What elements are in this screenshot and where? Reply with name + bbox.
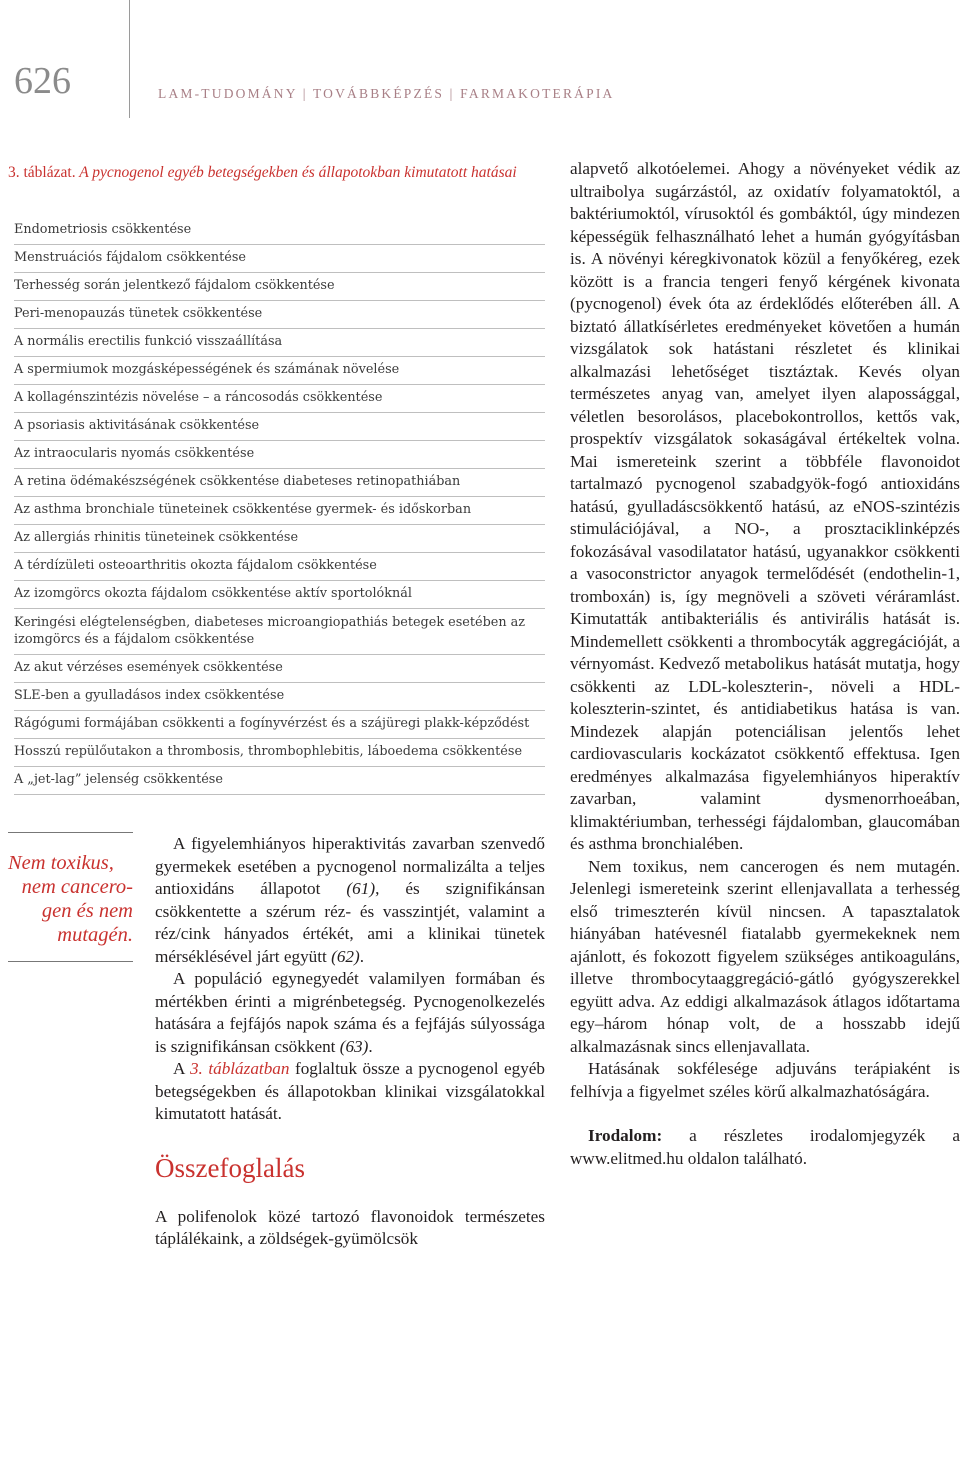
table-row: A normális erectilis funkció visszaállítása — [14, 329, 545, 357]
paragraph: A polifenolok közé tartozó flavonoidok természetes táplálékaink, a zöldségek-gyümölcsök — [155, 1206, 545, 1248]
section-title: Összefoglalás — [155, 1152, 305, 1183]
references-note — [570, 1125, 960, 1170]
table-row: Keringési elégtelenségben, diabeteses microangiopathiás betegek esetében az izomgörcs és a fájdalom csökkentése — [14, 609, 545, 655]
table-caption — [8, 162, 548, 183]
paragraph: Hatásának sokfélesége adjuváns terápiaként is felhívja a figyelmet széles körű alkalmazhatóságára. — [570, 1059, 960, 1101]
pull-quote-line: nem cancero- — [21, 876, 133, 898]
table-row: Az izomgörcs okozta fájdalom csökkentése aktív sportolóknál — [14, 581, 545, 609]
table-label: 3. táblázat. — [8, 164, 76, 181]
pull-quote-line: gen és nem — [41, 900, 133, 922]
paragraph-text: A — [173, 1059, 185, 1078]
paragraph-text: A populáció egynegyedét valamilyen formában és mértékben érinti a migrénbetegség. Pycnogenolkezelés hatására a fejfájós napok száma és a fejfájás súlyossága is szignifikánsan csökkent — [155, 969, 545, 1056]
table-row: A psoriasis aktivitásának csökkentése — [14, 413, 545, 441]
paragraph-text: , és szignifikánsan csökkentette a szérum réz- és vasszintjét, valamint a réz/cink hányados értékét, ami a klinikai tünetek mérséklésével járt együtt — [155, 879, 545, 966]
paragraph: Nem toxikus, nem cancerogen és nem mutagén. Jelenlegi ismereteink szerint ellenjavallata a terhesség első trimeszterén kívül nincsen. A tapasztalatok hiányában hatévesnél fiatalabb gyermekeknek nem ajánlott, és fokozott figyelem szükséges antikoaguláns, illetve thrombocytaaggregáció-gátló gyógyszerekkel együtt adva. Az eddigi alkalmazások átlagos időtartama egy–három hónap volt, de a hosszabb idejű alkalmazásnak sincs ellenjavallata. — [570, 856, 960, 1056]
references-text: a részletes irodalomjegyzék a www.elitmed.hu oldalon található. — [570, 1126, 960, 1168]
pull-quote — [8, 832, 133, 962]
running-title: LAM-TUDOMÁNY | TOVÁBBKÉPZÉS | FARMAKOTERÁPIA — [158, 86, 615, 101]
pull-quote-line: mutagén. — [57, 924, 133, 946]
pull-quote-line: Nem toxikus, — [8, 852, 114, 874]
table-row: Az allergiás rhinitis tüneteinek csökkentése — [14, 525, 545, 553]
paragraph-text: . — [368, 1036, 373, 1056]
paragraph — [155, 1058, 545, 1126]
paragraph-text: . — [359, 946, 365, 966]
table-row: Endometriosis csökkentése — [14, 217, 545, 245]
citation: (62) — [331, 946, 360, 966]
table-row: Terhesség során jelentkező fájdalom csökkentése — [14, 273, 545, 301]
effects-table — [14, 217, 545, 795]
table-reference-link[interactable]: 3. táblázatban — [189, 1059, 290, 1078]
right-column — [570, 158, 960, 1170]
table-row: A térdízületi osteoarthritis okozta fájdalom csökkentése — [14, 553, 545, 581]
paragraph — [155, 833, 545, 968]
table-caption-text: A pycnogenol egyéb betegségekben és állapotokban kimutatott hatásai — [79, 164, 517, 181]
table-row: Az intraocularis nyomás csökkentése — [14, 441, 545, 469]
citation: (61) — [346, 879, 376, 898]
paragraph-text: foglaltuk össze a pycnogenol egyéb betegségekben és állapotokban klinikai vizsgálatokkal kimutatott hatását. — [155, 1059, 546, 1123]
table-row: Rágógumi formájában csökkenti a fogínyvérzést és a szájüregi plakk-képződést — [14, 711, 545, 739]
table-row: SLE-ben a gyulladásos index csökkentése — [14, 683, 545, 711]
paragraph — [155, 968, 545, 1058]
table-row: Menstruációs fájdalom csökkentése — [14, 245, 545, 273]
table-row: Az asthma bronchiale tüneteinek csökkentése gyermek- és időskorban — [14, 497, 545, 525]
table-row: A spermiumok mozgásképességének és számának növelése — [14, 357, 545, 385]
header-divider — [129, 0, 130, 118]
paragraph: alapvető alkotóelemei. Ahogy a növényeket védik az ultraibolya sugárzástól, az oxidatív folyamatoktól, a baktériumoktól, vírusoktól és gombáktól, úgy mindezen képességük felhasználható lehet a humán gyógyításban is. A növényi kéregkivonatok közül a fenyőkéreg, ezek között is a francia tengeri fenyő kérgének kivonata (pycnogenol) évek óta az érdeklődés előterében áll. A biztató állatkísérletes eredményeket követően a humán vizsgálatok sok hatástani részletet és klinikai alkalmazási lehetőséget tisztáztak. Kevés olyan természetes anyag van, amelyet ilyen alapossággal, véletlen besorolásos, placebokontrollos, kettős vak, prospektív vizsgálatok sokaságával értékeltek volna. Mai ismereteink szerint a többféle flavonoidot tartalmazó pycnogenol szabadgyök-fogó antioxidáns hatású, gyulladáscsökkentő hatású, az eNOS-szintézis stimulációjával, a NO-, a prosztaciklinképzés fokozásával vasodilatator hatású, ugyanakkor csökkenti a vasoconstrictor anyagok termelődését (endothelin-1, tromboxán) is, így megnöveli a szöveti véráramlást. Kimutatták antibakteriális és antivirális hatását is. Mindemellett csökkenti a thrombocyták aggregációját, a vérnyomást. Kedvező metabolikus hatását mutatja, hogy csökkenti az LDL-koleszterin-, növeli a HDL-koleszterin-szintet, és antidiabetikus hatása is van. Mindezek alapján potenciálisan jelentős lehet cardiovascularis kockázatot csökkentő effektusa. Igen eredményes alkalmazása figyelemhiányos hiperaktív zavarban, valamint dysmenorrhoeában, klimaktériumban, terhességi fájdalomban, glaucomában és asthma bronchialében. — [570, 159, 960, 853]
references-label: Irodalom: — [588, 1126, 663, 1145]
citation: (63) — [339, 1036, 369, 1056]
table-row: A retina ödémakészségének csökkentése diabeteses retinopathiában — [14, 469, 545, 497]
paragraph-text: A figyelemhiányos hiperaktivitás zavarban szenvedő gyermekek esetében a pycnogenol normalizálta a teljes antioxidáns állapotot — [155, 834, 545, 898]
table-row: Hosszú repülőutakon a thrombosis, thrombophlebitis, láboedema csökkentése — [14, 739, 545, 767]
table-row: A kollagénszintézis növelése – a ráncosodás csökkentése — [14, 385, 545, 413]
table-row: A „jet-lag” jelenség csökkentése — [14, 767, 545, 795]
middle-column — [155, 833, 545, 1251]
table-row: Peri-menopauzás tünetek csökkentése — [14, 301, 545, 329]
table-row: Az akut vérzéses események csökkentése — [14, 655, 545, 683]
page-number: 626 — [14, 60, 71, 102]
